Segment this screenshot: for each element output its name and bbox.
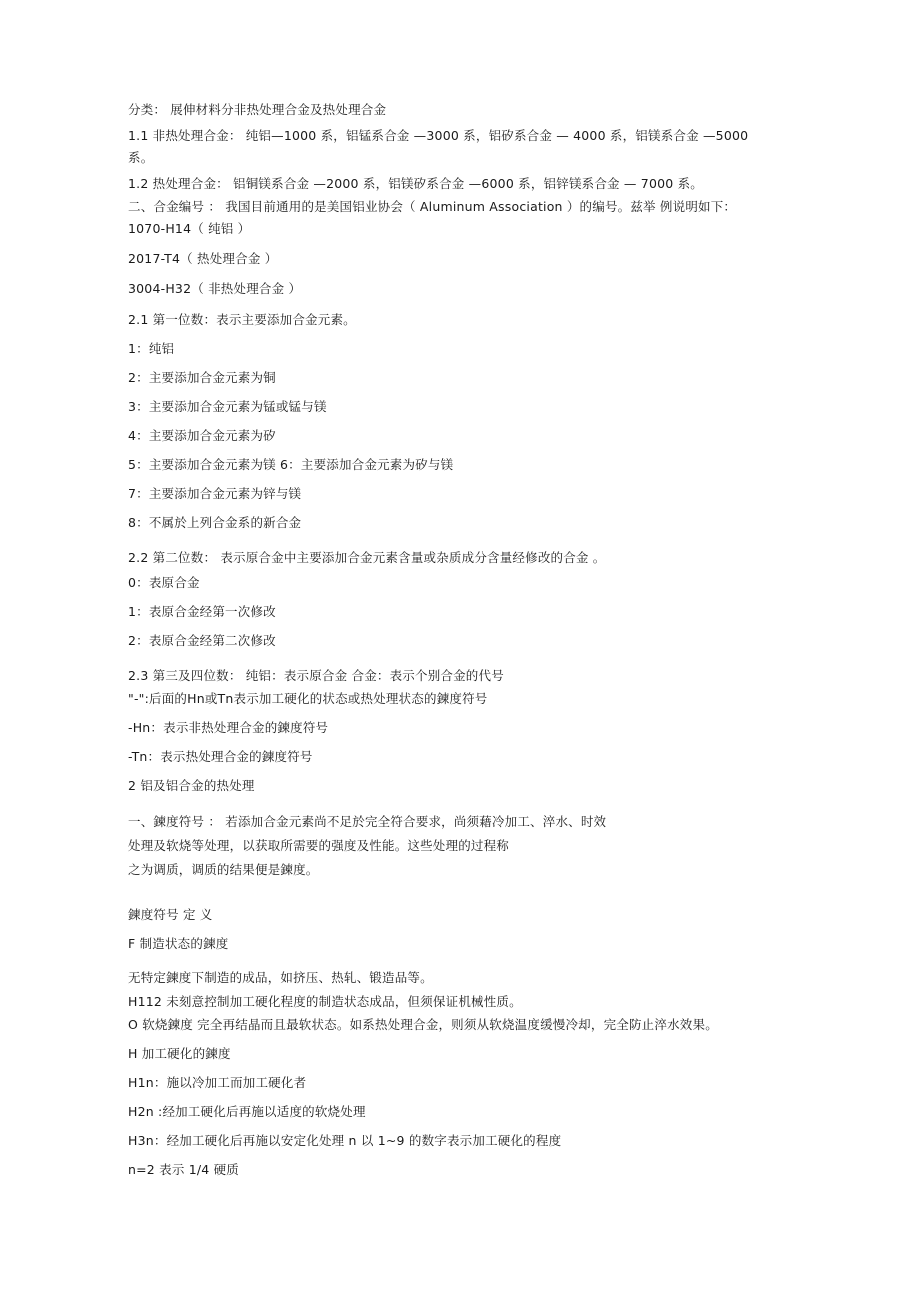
line-second-2: 2：表原合金经第二次修改 — [128, 633, 276, 648]
line-digit-4: 4：主要添加合金元素为矽 — [128, 428, 276, 443]
line-temper-para-2: 处理及软烧等处理，以获取所需要的强度及性能。这些处理的过程称 — [128, 838, 510, 853]
line-heat-treatment-heading: 2 铝及铝合金的热处理 — [128, 778, 255, 793]
line-hn-tn: "-":后面的Hn或Tn表示加工硬化的状态或热处理状态的鍊度符号 — [128, 691, 488, 706]
line-temper-f-desc: 无特定鍊度下制造的成品，如挤压、热轧、锻造品等。 — [128, 970, 433, 985]
line-temper-h1n: H1n：施以冷加工而加工硬化者 — [128, 1075, 307, 1090]
line-temper-f: F 制造状态的鍊度 — [128, 936, 229, 951]
line-temper-table-heading: 鍊度符号 定 义 — [128, 907, 213, 922]
line-temper-h2n: H2n :经加工硬化后再施以适度的软烧处理 — [128, 1104, 366, 1119]
line-digit-2: 2：主要添加合金元素为铜 — [128, 370, 276, 385]
line-2-2: 2.2 第二位数： 表示原合金中主要添加合金元素含量或杂质成分含量经修改的合金 。 — [128, 550, 606, 565]
line-example-2017: 2017-T4（ 热处理合金 ） — [128, 251, 278, 266]
line-temper-h3n: H3n：经加工硬化后再施以安定化处理 n 以 1~9 的数字表示加工硬化的程度 — [128, 1133, 562, 1148]
line-example-3004: 3004-H32（ 非热处理合金 ） — [128, 281, 302, 296]
line-digit-5-6: 5：主要添加合金元素为镁 6：主要添加合金元素为矽与镁 — [128, 457, 454, 472]
line-2-1: 2.1 第一位数：表示主要添加合金元素。 — [128, 312, 356, 327]
line-digit-7: 7：主要添加合金元素为锌与镁 — [128, 486, 302, 501]
line-temper-o: O 软烧鍊度 完全再结晶而且最软状态。如系热处理合金，则须从软烧温度缓慢冷却，完全防止淬水效果。 — [128, 1017, 718, 1032]
line-second-0: 0：表原合金 — [128, 575, 200, 590]
line-hn: -Hn：表示非热处理合金的鍊度符号 — [128, 720, 329, 735]
line-second-1: 1：表原合金经第一次修改 — [128, 604, 276, 619]
line-digit-1: 1：纯铝 — [128, 341, 175, 356]
line-temper-h112: H112 未刻意控制加工硬化程度的制造状态成品，但须保证机械性质。 — [128, 994, 522, 1009]
line-temper-h: H 加工硬化的鍊度 — [128, 1046, 231, 1061]
line-1-1: 1.1 非热处理合金： 纯铝—1000 系，铝锰系合金 —3000 系，铝矽系合金 — 4000 系，铝镁系合金 —5000 — [128, 128, 749, 143]
line-temper-para-3: 之为调质，调质的结果便是鍊度。 — [128, 862, 319, 877]
line-temper-para-1: 一、鍊度符号 ： 若添加合金元素尚不足於完全符合要求，尚须藉冷加工、淬水、时效 — [128, 814, 607, 829]
line-classification: 分类： 展伸材料分非热处理合金及热处理合金 — [128, 102, 387, 117]
line-alloy-numbering: 二、合金编号 ： 我国目前通用的是美国铝业协会（ Aluminum Association ）的编号。兹举 例说明如下： — [128, 199, 737, 214]
line-n-2: n=2 表示 1/4 硬质 — [128, 1162, 239, 1177]
line-1-2: 1.2 热处理合金： 铝铜镁系合金 —2000 系，铝镁矽系合金 —6000 系，铝锌镁系合金 — 7000 系。 — [128, 176, 703, 191]
line-1-1-cont: 系。 — [128, 150, 154, 165]
line-2-3: 2.3 第三及四位数： 纯铝：表示原合金 合金：表示个别合金的代号 — [128, 668, 504, 683]
line-tn: -Tn：表示热处理合金的鍊度符号 — [128, 749, 313, 764]
line-digit-3: 3：主要添加合金元素为锰或锰与镁 — [128, 399, 327, 414]
line-digit-8: 8：不属於上列合金系的新合金 — [128, 515, 302, 530]
line-example-1070: 1070-H14（ 纯铝 ） — [128, 221, 251, 236]
